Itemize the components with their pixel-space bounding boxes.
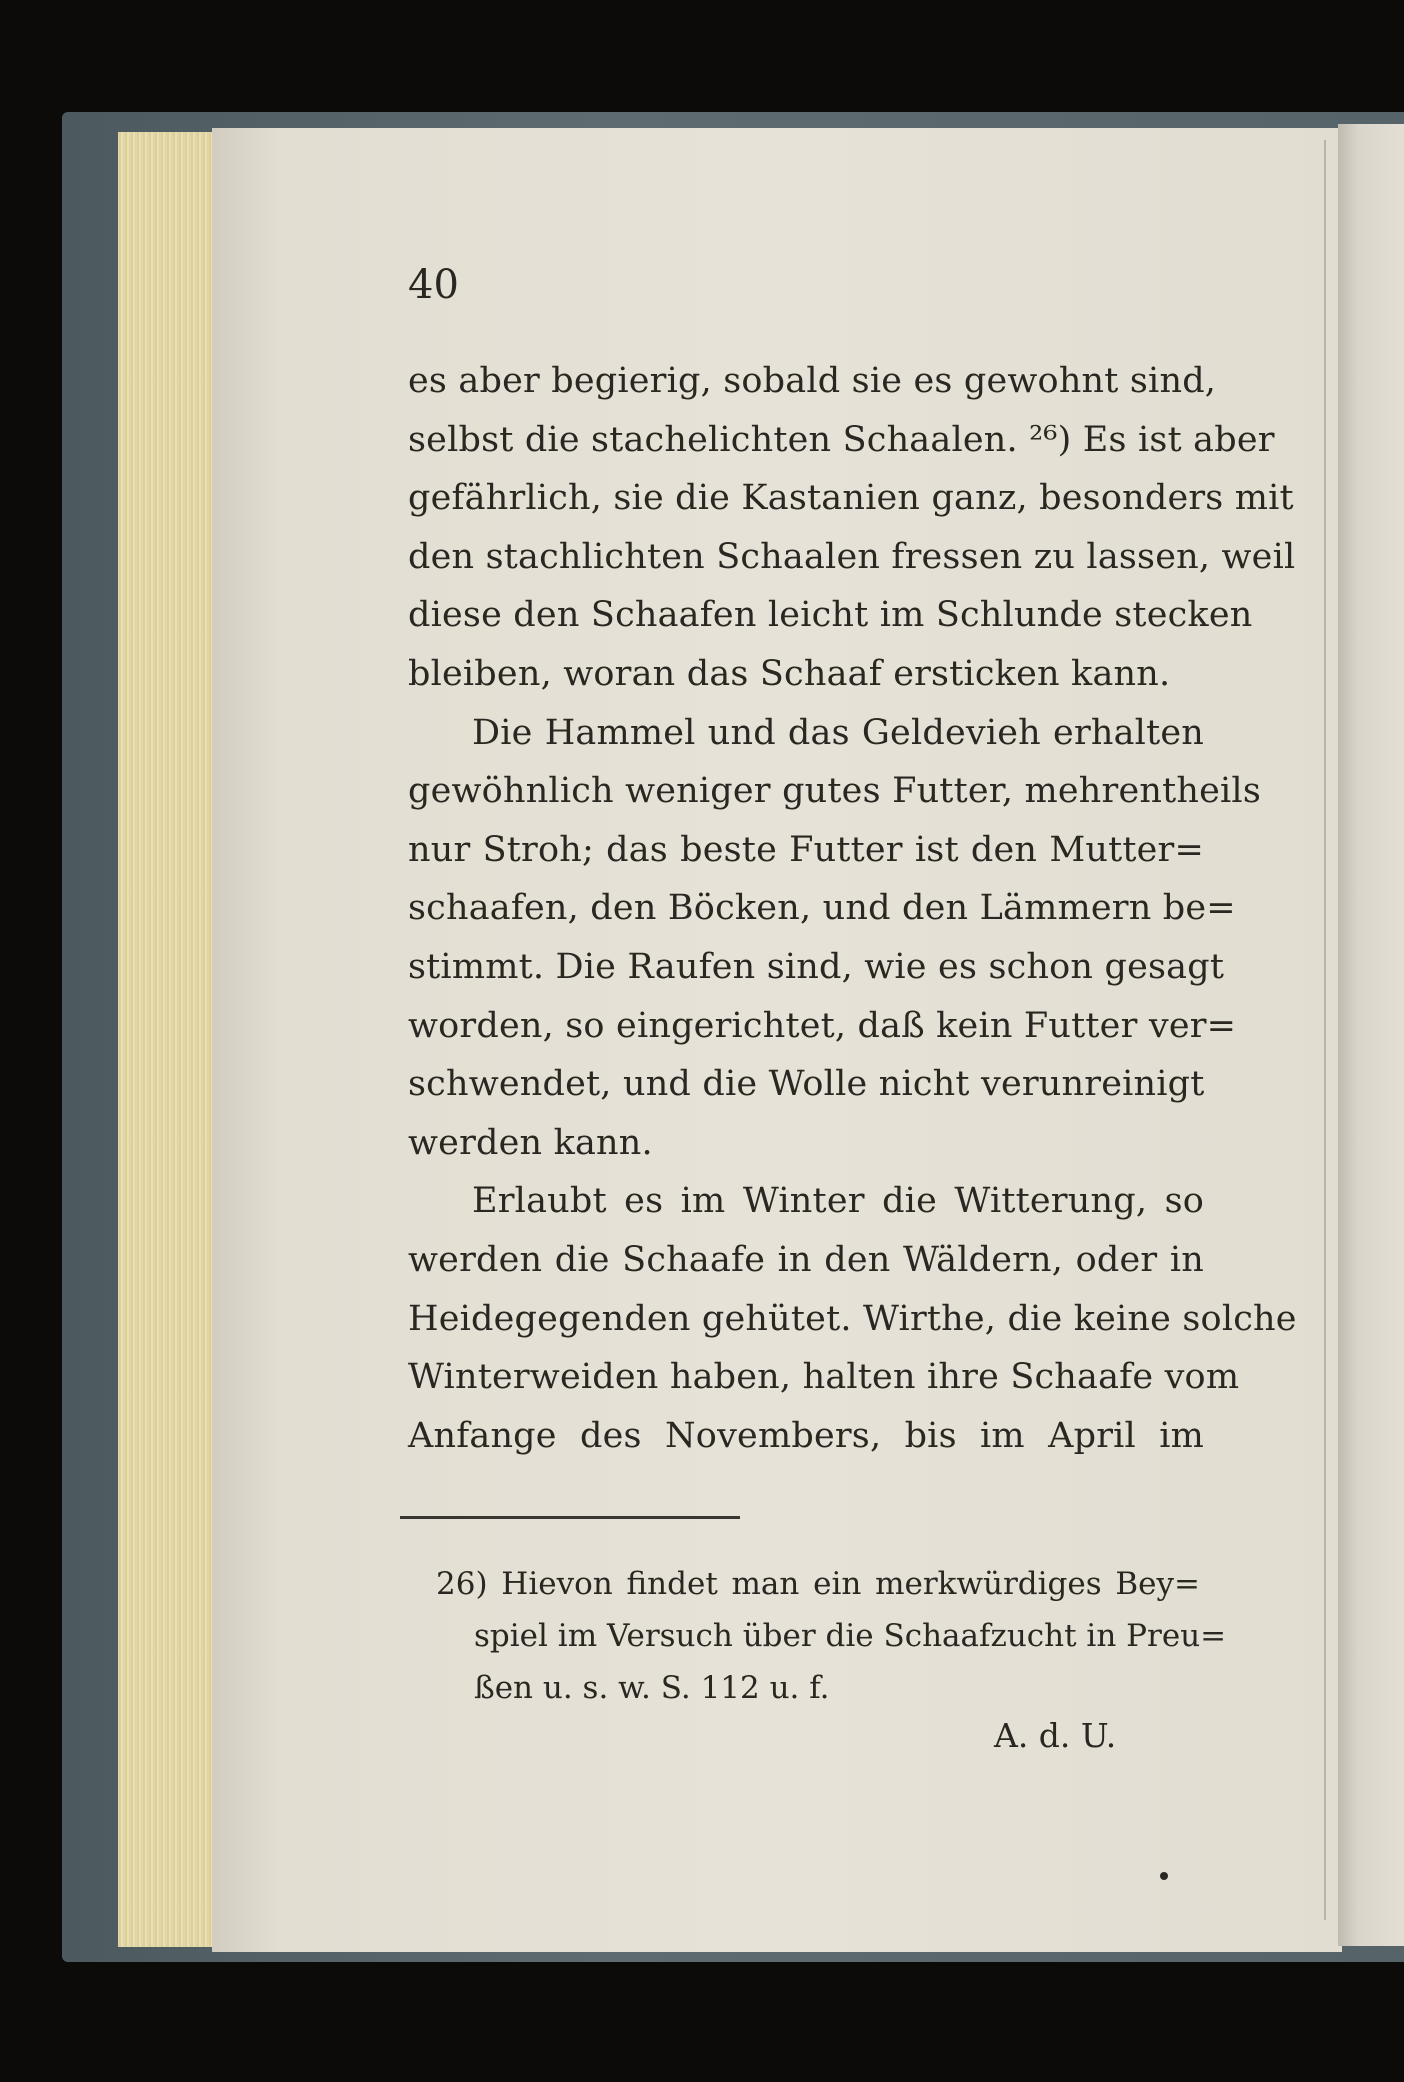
- text-line: Winterweiden haben, halten ihre Schaafe vom: [408, 1357, 1240, 1398]
- footnote-signature: A. d. U.: [994, 1716, 1117, 1755]
- text-line: den stachlichten Schaalen fressen zu lassen, weil: [408, 536, 1296, 577]
- text-line: stimmt. Die Raufen sind, wie es schon gesagt: [408, 946, 1225, 987]
- facing-page: [1338, 124, 1404, 1946]
- gutter-line: [1324, 140, 1326, 1920]
- footnote-line: 26) Hievon findet man ein merkwürdiges Bey=: [436, 1566, 1200, 1602]
- text-line: es aber begierig, sobald sie es gewohnt sind,: [408, 361, 1217, 401]
- footnote-line: spiel im Versuch über die Schaafzucht in Preu=: [474, 1618, 1227, 1654]
- text-line: bleiben, woran das Schaaf ersticken kann.: [408, 653, 1171, 694]
- page-number: 40: [408, 262, 459, 308]
- text-line: Anfange des Novembers, bis im April im: [408, 1415, 1204, 1456]
- text-line: nur Stroh; das beste Futter ist den Mutter=: [408, 829, 1204, 870]
- text-line: Heidegegenden gehütet. Wirthe, die keine solche: [408, 1298, 1297, 1339]
- ink-dot: [1160, 1872, 1168, 1880]
- text-line: worden, so eingerichtet, daß kein Futter ver=: [408, 1005, 1237, 1046]
- footnote: [436, 1558, 1227, 1714]
- footnote-line: ßen u. s. w. S. 112 u. f.: [474, 1670, 830, 1706]
- text-line: Erlaubt es im Winter die Witterung, so: [472, 1181, 1204, 1222]
- body-text: [408, 352, 1297, 1465]
- page-edges: [118, 132, 218, 1947]
- text-line: schaafen, den Böcken, und den Lämmern be=: [408, 888, 1236, 929]
- text-line: schwendet, und die Wolle nicht verunreinigt: [408, 1064, 1205, 1105]
- text-line: werden die Schaafe in den Wäldern, oder in: [408, 1239, 1204, 1280]
- text-line: gefährlich, sie die Kastanien ganz, besonders mit: [408, 478, 1294, 519]
- text-line: diese den Schaafen leicht im Schlunde stecken: [408, 595, 1253, 636]
- text-line: gewöhnlich weniger gutes Futter, mehrentheils: [408, 771, 1261, 812]
- text-line: werden kann.: [408, 1122, 653, 1163]
- text-line: selbst die stachelichten Schaalen. ²⁶) Es ist aber: [408, 419, 1275, 460]
- footnote-rule: [400, 1516, 740, 1519]
- text-line: Die Hammel und das Geldevieh erhalten: [472, 712, 1204, 753]
